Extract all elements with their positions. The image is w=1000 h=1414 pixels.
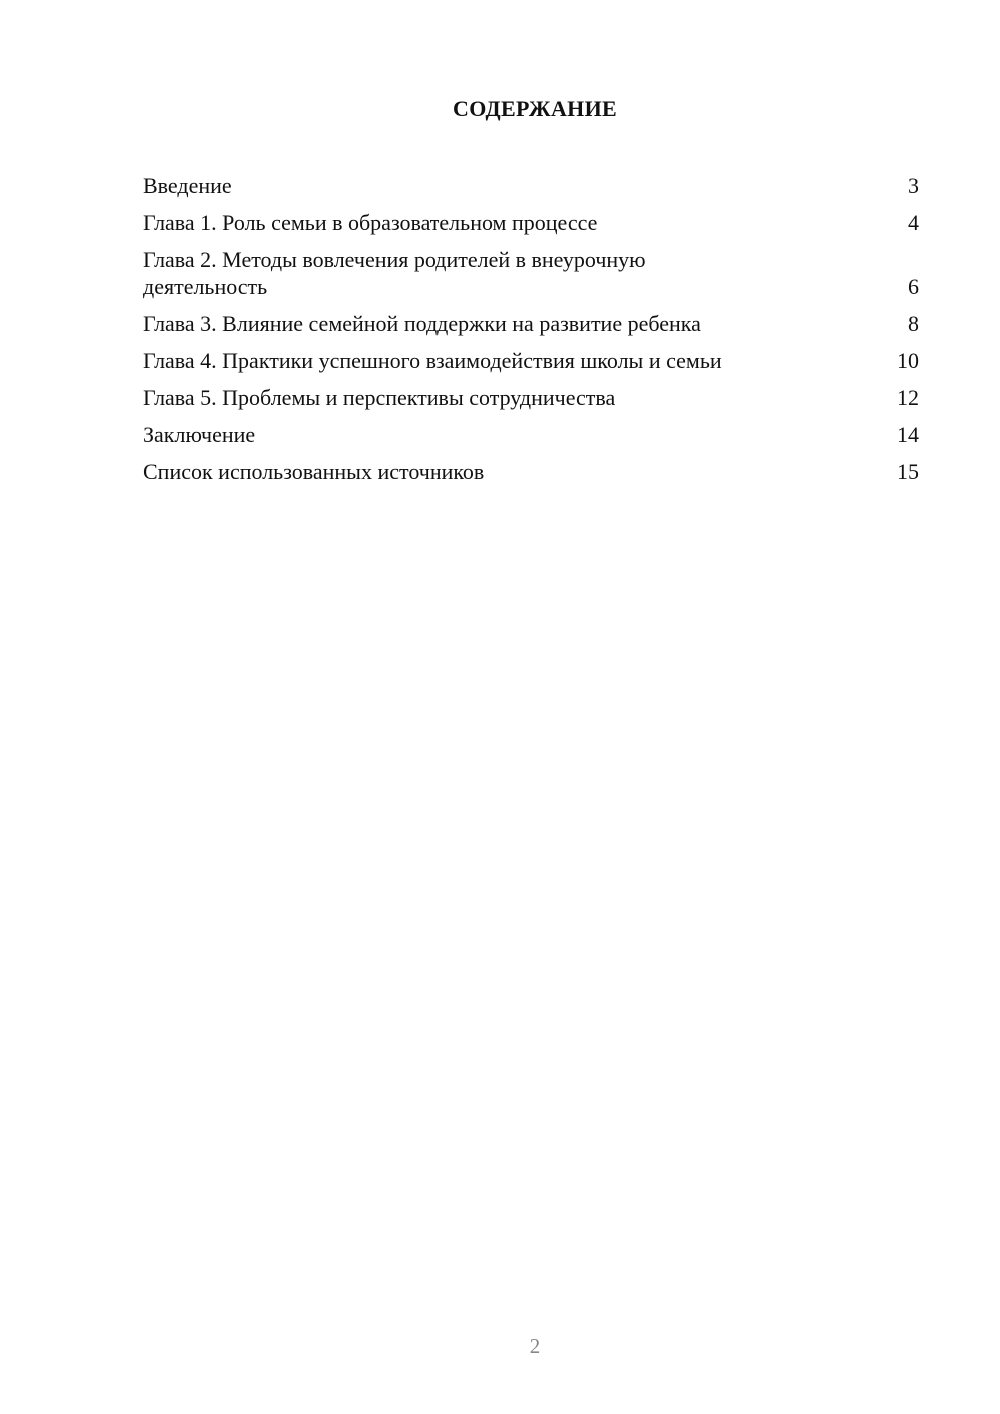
toc-entry-label: Глава 5. Проблемы и перспективы сотрудничества xyxy=(143,385,616,410)
toc-entry-page: 15 xyxy=(897,459,919,484)
toc-entry-chapter-4 xyxy=(143,347,919,374)
toc-entry-page: 3 xyxy=(908,173,919,198)
toc-entry-label: Список использованных источников xyxy=(143,459,485,484)
toc-entry-page: 14 xyxy=(897,422,919,447)
toc-entry-label: Глава 4. Практики успешного взаимодействия школы и семьи xyxy=(143,348,722,373)
toc-entry-chapter-2 xyxy=(143,246,919,300)
toc-entry-chapter-3 xyxy=(143,310,919,337)
toc-entry-chapter-5 xyxy=(143,384,919,411)
toc-entry-label: Глава 2. Методы вовлечения родителей в внеурочную деятельность xyxy=(143,247,646,299)
toc-entry-label: Заключение xyxy=(143,422,256,447)
toc-entry-page: 10 xyxy=(897,348,919,373)
toc-entry-chapter-1 xyxy=(143,209,919,236)
toc-entry-page: 6 xyxy=(908,274,919,299)
table-of-contents xyxy=(143,172,919,495)
page-number: 2 xyxy=(529,1334,541,1358)
toc-entry-conclusion xyxy=(143,421,919,448)
toc-entry-label: Глава 3. Влияние семейной поддержки на развитие ребенка xyxy=(143,311,701,336)
page-title: СОДЕРЖАНИЕ xyxy=(453,96,617,121)
toc-entry-introduction xyxy=(143,172,919,199)
toc-entry-label: Глава 1. Роль семьи в образовательном процессе xyxy=(143,210,598,235)
toc-entry-page: 8 xyxy=(908,311,919,336)
toc-entry-page: 12 xyxy=(897,385,919,410)
toc-entry-label: Введение xyxy=(143,173,232,198)
toc-entry-page: 4 xyxy=(908,210,919,235)
toc-entry-references xyxy=(143,458,919,485)
